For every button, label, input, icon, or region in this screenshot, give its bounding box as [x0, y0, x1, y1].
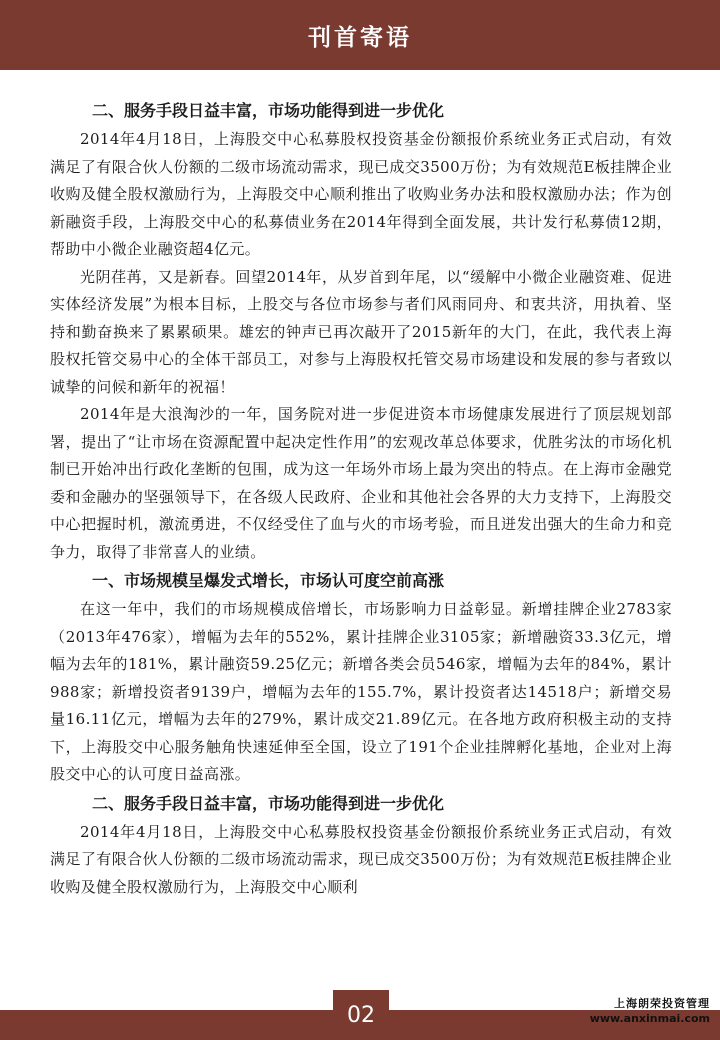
paragraph: 光阴荏苒，又是新春。回望2014年，从岁首到年尾，以“缓解中小微企业融资难、促进实体经济发展”为根本目标，上股交与各位市场参与者们风雨同舟、和衷共济，用执着、坚持和勤奋换来了累累硕果。雄宏的钟声已再次敲开了2015新年的大门，在此，我代表上海股权托管交易中心的全体干部员工，对参与上海股权托管交易市场建设和发展的参与者致以诚挚的问候和新年的祝福！ [50, 267, 672, 396]
page-header [0, 0, 720, 70]
publisher-name: 上海朗荣投资管理 [614, 997, 710, 1010]
paragraph: 2014年是大浪淘沙的一年，国务院对进一步促进资本市场健康发展进行了顶层规划部署，提出了“让市场在资源配置中起决定性作用”的宏观改革总体要求，优胜劣汰的市场化机制已开始冲出行政化垄断的包围，成为这一年场外市场上最为突出的特点。在上海市金融党委和金融办的坚强领导下，在各级人民政府、企业和其他社会各界的大力支持下，上海股交中心把握时机，激流勇进，不仅经受住了血与火的市场考验，而且迸发出强大的生命力和竞争力，取得了非常喜人的业绩。 [50, 405, 672, 561]
section-heading: 二、服务手段日益丰富，市场功能得到进一步优化 [92, 793, 445, 813]
publisher-info [590, 996, 710, 1026]
paragraph: 2014年4月18日，上海股交中心私募股权投资基金份额报价系统业务正式启动，有效满足了有限合伙人份额的二级市场流动需求，现已成交3500万份；为有效规范E板挂牌企业收购及健全股权激励行为，上海股交中心顺利推出了收购业务办法和股权激励办法；作为创新融资手段，上海股交中心的私募债业务在2014年得到全面发展，共计发行私募债12期，帮助中小微企业融资超4亿元。 [50, 130, 672, 258]
header-title: 刊首寄语 [308, 24, 412, 51]
page-number: 02 [333, 990, 389, 1040]
paragraph: 在这一年中，我们的市场规模成倍增长，市场影响力日益彰显。新增挂牌企业2783家（2013年476家），增幅为去年的552%，累计挂牌企业3105家；新增融资33.3亿元，增幅为去年的181%，累计融资59.25亿元；新增各类会员546家，增幅为去年的84%，累计988家；新增投资者9139户，增幅为去年的155.7%，累计投资者达14518户；新增交易量16.11亿元，增幅为去年的279%，累计成交21.89亿元。在各地方政府积极主动的支持下，上海股交中心服务触角快速延伸至全国，设立了191个企业挂牌孵化基地，企业对上海股交中心的认可度日益高涨。 [50, 600, 672, 783]
section-heading: 一、市场规模呈爆发式增长，市场认可度空前高涨 [92, 571, 445, 590]
section-heading: 二、服务手段日益丰富，市场功能得到进一步优化 [92, 101, 445, 120]
article-body [50, 96, 672, 976]
paragraph: 2014年4月18日，上海股交中心私募股权投资基金份额报价系统业务正式启动，有效满足了有限合伙人份额的二级市场流动需求，现已成交3500万份；为有效规范E板挂牌企业收购及健全股权激励行为，上海股交中心顺利 [50, 822, 672, 896]
publisher-url[interactable]: www.anxinmai.com [589, 1012, 710, 1025]
